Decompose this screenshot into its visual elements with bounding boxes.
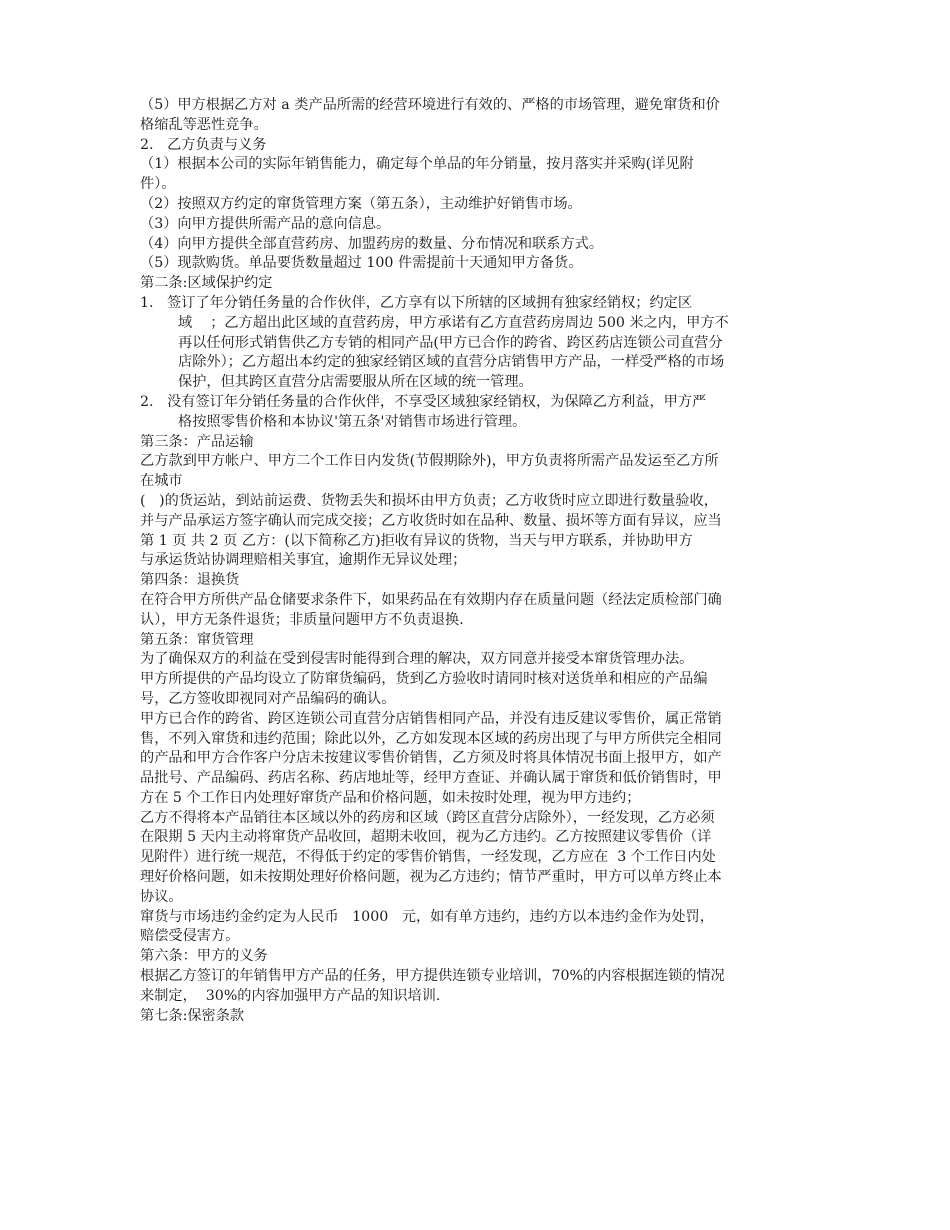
text-line: 域 ；乙方超出此区域的直营药房，甲方承诺有乙方直营药房周边 500 米之内，甲方不 xyxy=(178,314,729,331)
section-heading: 第六条：甲方的义务 xyxy=(140,948,268,965)
section-heading: 第二条:区域保护约定 xyxy=(140,275,273,292)
text-line: 认），甲方无条件退货；非质量问题甲方不负责退换. xyxy=(140,611,464,628)
text-line: 格缩乱等恶性竞争。 xyxy=(140,116,268,133)
text-line: ( )的货运站，到站前运费、货物丢失和损坏由甲方负责；乙方收货时应立即进行数量验收， xyxy=(140,492,718,509)
text-line: 并与产品承运方签字确认而完成交接；乙方收货时如在品种、数量、损坏等方面有异议，应当 xyxy=(140,512,722,529)
text-line: 店除外）；乙方超出本约定的独家经销区域的直营分店销售甲方产品，一样受严格的市场 xyxy=(178,354,725,371)
text-line: 与承运货站协调理赔相关事宜，逾期作无异议处理； xyxy=(140,552,467,569)
section-heading: 第三条：产品运输 xyxy=(140,433,254,450)
text-line: 乙方款到甲方帐户、甲方二个工作日内发货(节假期除外)，甲方负责将所需产品发运至乙方所 xyxy=(140,453,719,470)
text-line: 第 1 页 共 2 页 乙方：(以下简称乙方)拒收有异议的货物，当天与甲方联系，并协助甲方 xyxy=(140,532,693,549)
list-item: 2. 没有签订年分销任务量的合作伙伴，不享受区域独家经销权，为保障乙方利益，甲方严 xyxy=(140,393,707,410)
text-line: 见附件）进行统一规范，不得低于约定的零售价销售，一经发现，乙方应在 3 个工作日内处 xyxy=(140,849,716,866)
section-heading: 第五条：窜货管理 xyxy=(140,631,254,648)
text-line: 理好价格问题，如未按期处理好价格问题，视为乙方违约；情节严重时，甲方可以单方终止本 xyxy=(140,869,722,886)
section-heading: 2. 乙方负责与义务 xyxy=(140,136,267,153)
text-line: （5）甲方根据乙方对 a 类产品所需的经营环境进行有效的、严格的市场管理，避免窜货和价 xyxy=(140,97,720,113)
section-heading: 第七条:保密条款 xyxy=(140,1007,245,1024)
text-line: 在符合甲方所供产品仓储要求条件下，如果药品在有效期内存在质量问题（经法定质检部门确 xyxy=(140,591,722,608)
text-line: 窜货与市场违约金约定为人民币 1000 元，如有单方违约，违约方以本违约金作为处罚， xyxy=(140,908,714,925)
text-line: 甲方所提供的产品均设立了防窜货编码，货到乙方验收时请同时核对送货单和相应的产品编 xyxy=(140,671,708,688)
document-body xyxy=(140,96,820,1026)
text-line: 号，乙方签收即视同对产品编码的确认。 xyxy=(140,690,396,707)
text-line: 售，不列入窜货和违约范围；除此以外，乙方如发现本区域的药房出现了与甲方所供完全相同 xyxy=(140,730,722,747)
text-line: 为了确保双方的利益在受到侵害时能得到合理的解决，双方同意并接受本窜货管理办法。 xyxy=(140,651,694,668)
text-line: 乙方不得将本产品销往本区域以外的药房和区域（跨区直营分店除外），一经发现，乙方必须 xyxy=(140,809,715,826)
text-line: 根据乙方签订的年销售甲方产品的任务，甲方提供连锁专业培训，70%的内容根据连锁的情况 xyxy=(140,968,725,985)
text-line: 在城市 xyxy=(140,473,183,490)
text-line: 格按照零售价格和本协议'第五条'对销售市场进行管理。 xyxy=(178,413,527,430)
text-line: 甲方已合作的跨省、跨区连锁公司直营分店销售相同产品，并没有违反建议零售价，属正常销 xyxy=(140,710,722,727)
text-line: 方在 5 个工作日内处理好窜货产品和价格问题，如未按时处理，视为甲方违约； xyxy=(140,789,641,806)
text-line: （1）根据本公司的实际年销售能力，确定每个单品的年分销量，按月落实并采购(详见附 xyxy=(140,156,694,173)
text-line: 赔偿受侵害方。 xyxy=(140,928,240,945)
text-line: 协议。 xyxy=(140,888,183,905)
text-line: 品批号、产品编码、药店名称、药店地址等，经甲方查证、并确认属于窜货和低价销售时，甲 xyxy=(140,770,722,787)
text-line: （2）按照双方约定的窜货管理方案（第五条），主动维护好销售市场。 xyxy=(140,195,582,212)
text-line: 的产品和甲方合作客户分店未按建议零售价销售，乙方须及时将具体情况书面上报甲方，如产 xyxy=(140,750,722,767)
text-line: （5）现款购货。单品要货数量超过 100 件需提前十天通知甲方备货。 xyxy=(140,255,583,272)
list-item: 1. 签订了年分销任务量的合作伙伴，乙方享有以下所辖的区域拥有独家经销权；约定区 xyxy=(140,294,693,311)
text-line: 件）。 xyxy=(140,176,176,193)
text-line: 在限期 5 天内主动将窜货产品收回，超期未收回，视为乙方违约。乙方按照建议零售价（详 xyxy=(140,829,712,846)
section-heading: 第四条：退换货 xyxy=(140,572,240,589)
text-line: 保护，但其跨区直营分店需要服从所在区域的统一管理。 xyxy=(178,374,533,391)
text-line: 再以任何形式销售供乙方专销的相同产品(甲方已合作的跨省、跨区药店连锁公司直营分 xyxy=(178,334,723,351)
text-line: （3）向甲方提供所需产品的意向信息。 xyxy=(140,215,391,232)
text-line: 来制定， 30%的内容加强甲方产品的知识培训. xyxy=(140,987,441,1004)
text-line: （4）向甲方提供全部直营药房、加盟药房的数量、分布情况和联系方式。 xyxy=(140,235,604,252)
